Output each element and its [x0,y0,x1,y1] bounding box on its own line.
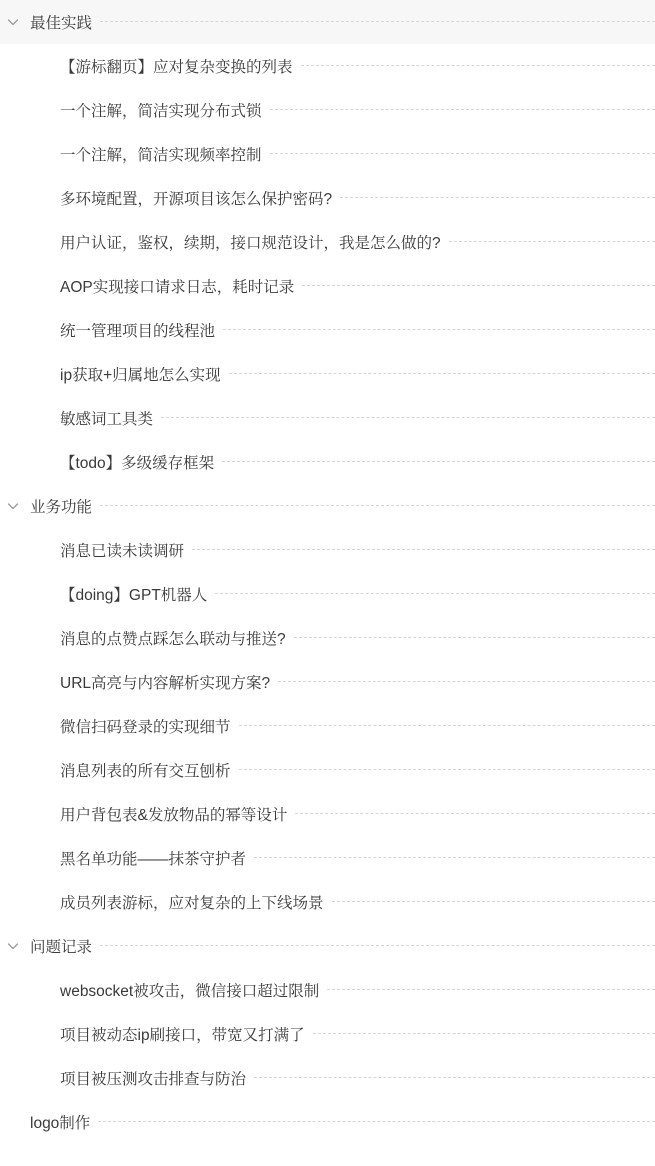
outline-group-header[interactable] [0,484,655,528]
dotted-leader [215,592,655,594]
outline-item[interactable] [0,1100,655,1144]
outline-item[interactable] [0,264,655,308]
outline-item-label: 项目被动态ip刷接口，带宽又打满了 [60,1027,305,1044]
outline-item-label: 敏感词工具类 [60,411,154,428]
outline-item-label: 消息的点赞点踩怎么联动与推送? [60,631,286,648]
outline-item-label: 【todo】多级缓存框架 [60,455,215,472]
outline-item[interactable] [0,748,655,792]
outline-item-label: 成员列表游标，应对复杂的上下线场景 [60,895,324,912]
outline-item[interactable] [0,836,655,880]
dotted-leader [100,504,655,506]
dotted-leader [222,460,655,462]
outline-group-header[interactable] [0,0,655,44]
dotted-leader [254,1076,655,1078]
dotted-leader [270,152,655,154]
dotted-leader [239,768,655,770]
outline-group-title: 最佳实践 [30,15,93,32]
dotted-leader [340,196,655,198]
dotted-leader [294,636,655,638]
outline-item-label: 用户认证，鉴权，续期，接口规范设计，我是怎么做的? [60,235,441,252]
dotted-leader [100,944,655,946]
outline-item-label: 多环境配置，开源项目该怎么保护密码? [60,191,333,208]
dotted-leader [295,812,655,814]
outline-item-label: websocket被攻击，微信接口超过限制 [60,983,320,1000]
outline-item[interactable] [0,176,655,220]
outline-item-label: 【游标翻页】应对复杂变换的列表 [60,59,293,76]
dotted-leader [223,328,655,330]
chevron-down-icon[interactable] [4,13,22,31]
dotted-leader [278,680,655,682]
outline-item-label: 用户背包表&发放物品的幂等设计 [60,807,288,824]
outline-item[interactable] [0,572,655,616]
dotted-leader [100,20,655,22]
dotted-leader [161,416,655,418]
outline-item-label: AOP实现接口请求日志，耗时记录 [60,279,295,296]
outline-item[interactable] [0,132,655,176]
dotted-leader [301,64,655,66]
outline-item-label: ip获取+归属地怎么实现 [60,367,221,384]
dotted-leader [192,548,655,550]
outline-item-label: 统一管理项目的线程池 [60,323,216,340]
outline-item[interactable] [0,1056,655,1100]
outline-item[interactable] [0,88,655,132]
outline-item-label: 【doing】GPT机器人 [60,587,208,604]
outline-item[interactable] [0,396,655,440]
dotted-leader [254,856,655,858]
chevron-down-icon[interactable] [4,937,22,955]
outline-item[interactable] [0,968,655,1012]
outline-group-title: 问题记录 [30,939,93,956]
outline-item-label: 微信扫码登录的实现细节 [60,719,231,736]
outline-item-label: URL高亮与内容解析实现方案? [60,675,271,692]
outline-item[interactable] [0,792,655,836]
outline-item-label: 一个注解，简洁实现频率控制 [60,147,262,164]
dotted-leader [98,1120,655,1122]
outline-item-label: 消息列表的所有交互刨析 [60,763,231,780]
outline-item[interactable] [0,440,655,484]
dotted-leader [449,240,655,242]
dotted-leader [332,900,655,902]
dotted-leader [239,724,655,726]
outline-item[interactable] [0,44,655,88]
dotted-leader [302,284,655,286]
dotted-leader [313,1032,655,1034]
outline-item-label: 消息已读未读调研 [60,543,185,560]
outline-item[interactable] [0,704,655,748]
outline-group-title: 业务功能 [30,499,93,516]
outline-item[interactable] [0,616,655,660]
dotted-leader [229,372,655,374]
chevron-down-icon[interactable] [4,497,22,515]
outline-group-header[interactable] [0,924,655,968]
dotted-leader [327,988,655,990]
outline-item[interactable] [0,660,655,704]
outline-item-label: 黑名单功能——抹茶守护者 [60,851,247,868]
dotted-leader [270,108,655,110]
outline-item[interactable] [0,528,655,572]
outline-item-label: logo制作 [30,1115,91,1132]
outline-item[interactable] [0,220,655,264]
outline-item[interactable] [0,352,655,396]
outline-item-label: 项目被压测攻击排查与防治 [60,1071,247,1088]
outline-item[interactable] [0,1012,655,1056]
outline-item[interactable] [0,308,655,352]
outline-item[interactable] [0,880,655,924]
outline-item-label: 一个注解，简洁实现分布式锁 [60,103,262,120]
